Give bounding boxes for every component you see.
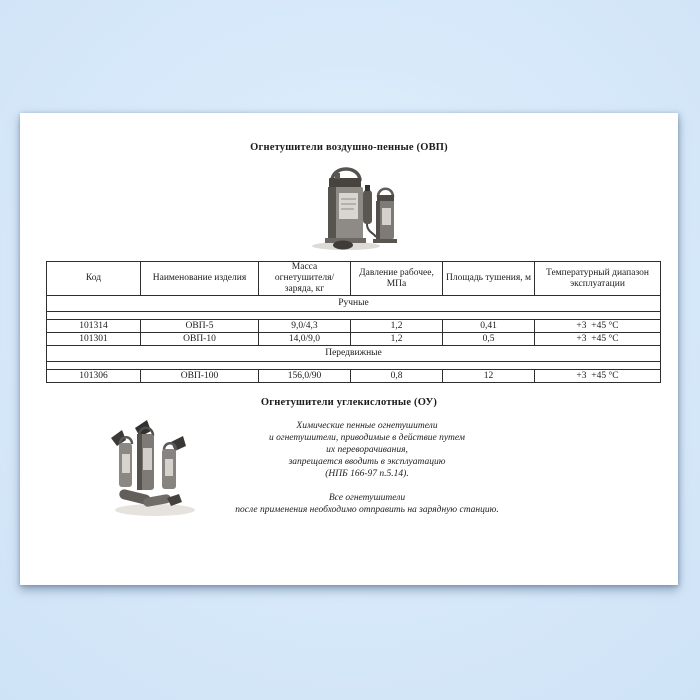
section-ou-title: Огнетушители углекислотные (ОУ): [260, 397, 438, 408]
cell-massa: 9,0/4,3: [259, 320, 351, 333]
spacer-cell: [47, 362, 661, 370]
bottom-section: [20, 412, 678, 562]
notice-paragraph-2: Все огнетушители после применения необходимо отправить на зарядную станцию.: [235, 493, 499, 515]
cell-ploshchad: 12: [443, 370, 535, 383]
notice-paragraph-1: Химические пенные огнетушители и огнетушители, приводимые в действие путем их переворачивания, запрещается вводить в эксплуатацию (НПБ 166-97 п.5.14).: [269, 421, 465, 479]
table-row: [47, 370, 661, 383]
cell-davlenie: 1,2: [351, 333, 443, 346]
header-ploshchad: Площадь тушения, м: [443, 262, 535, 296]
section-row-ruchnye: [47, 296, 661, 312]
section-ovp-title: Огнетушители воздушно-пенные (ОВП): [250, 142, 448, 153]
cell-temperatura: +3 +45 °С: [535, 333, 661, 346]
cell-massa: 14,0/9,0: [259, 333, 351, 346]
photo-ground-shadow: [115, 504, 195, 516]
cell-davlenie: 1,2: [351, 320, 443, 333]
cell-naimenovanie: ОВП-100: [141, 370, 259, 383]
table-row: [47, 320, 661, 333]
co2-extinguishers-photo: [105, 412, 205, 520]
ou-photo-wrap: [105, 412, 205, 520]
section-label-peredvizhnye: Передвижные: [47, 346, 661, 362]
document-page: [20, 113, 678, 585]
small-foam-extinguisher: [373, 189, 397, 243]
table-row: [47, 333, 661, 346]
co2-extinguisher-center: [135, 420, 154, 490]
section-label-ruchnye: Ручные: [47, 296, 661, 312]
cell-kod: 101314: [47, 320, 141, 333]
header-kod: Код: [47, 262, 141, 296]
header-davlenie: Давление рабочее, МПа: [351, 262, 443, 296]
large-foam-extinguisher: [325, 169, 366, 250]
cell-massa: 156,0/90: [259, 370, 351, 383]
cell-temperatura: +3 +45 °С: [535, 370, 661, 383]
table-header-row: [47, 262, 661, 296]
header-massa: Масса огнетушителя/ заряда, кг: [259, 262, 351, 296]
cell-ploshchad: 0,5: [443, 333, 535, 346]
ovp-foam-extinguishers-photo: [294, 159, 404, 251]
cell-kod: 101306: [47, 370, 141, 383]
ovp-spec-table: [46, 261, 661, 383]
spacer-cell: [47, 312, 661, 320]
cell-ploshchad: 0,41: [443, 320, 535, 333]
spacer-row: [47, 362, 661, 370]
co2-extinguisher-right: [162, 436, 186, 489]
cell-davlenie: 0,8: [351, 370, 443, 383]
cell-naimenovanie: ОВП-5: [141, 320, 259, 333]
charge-cylinder: [363, 185, 376, 237]
header-temperatura: Температурный диапазон эксплуатации: [535, 262, 661, 296]
cell-temperatura: +3 +45 °С: [535, 320, 661, 333]
cell-kod: 101301: [47, 333, 141, 346]
section-row-peredvizhnye: [47, 346, 661, 362]
co2-extinguishers-lying: [118, 488, 182, 507]
cell-naimenovanie: ОВП-10: [141, 333, 259, 346]
ovp-photo-wrap: [20, 159, 678, 251]
spacer-row: [47, 312, 661, 320]
header-naimenovanie: Наименование изделия: [141, 262, 259, 296]
co2-extinguisher-left: [111, 430, 132, 487]
